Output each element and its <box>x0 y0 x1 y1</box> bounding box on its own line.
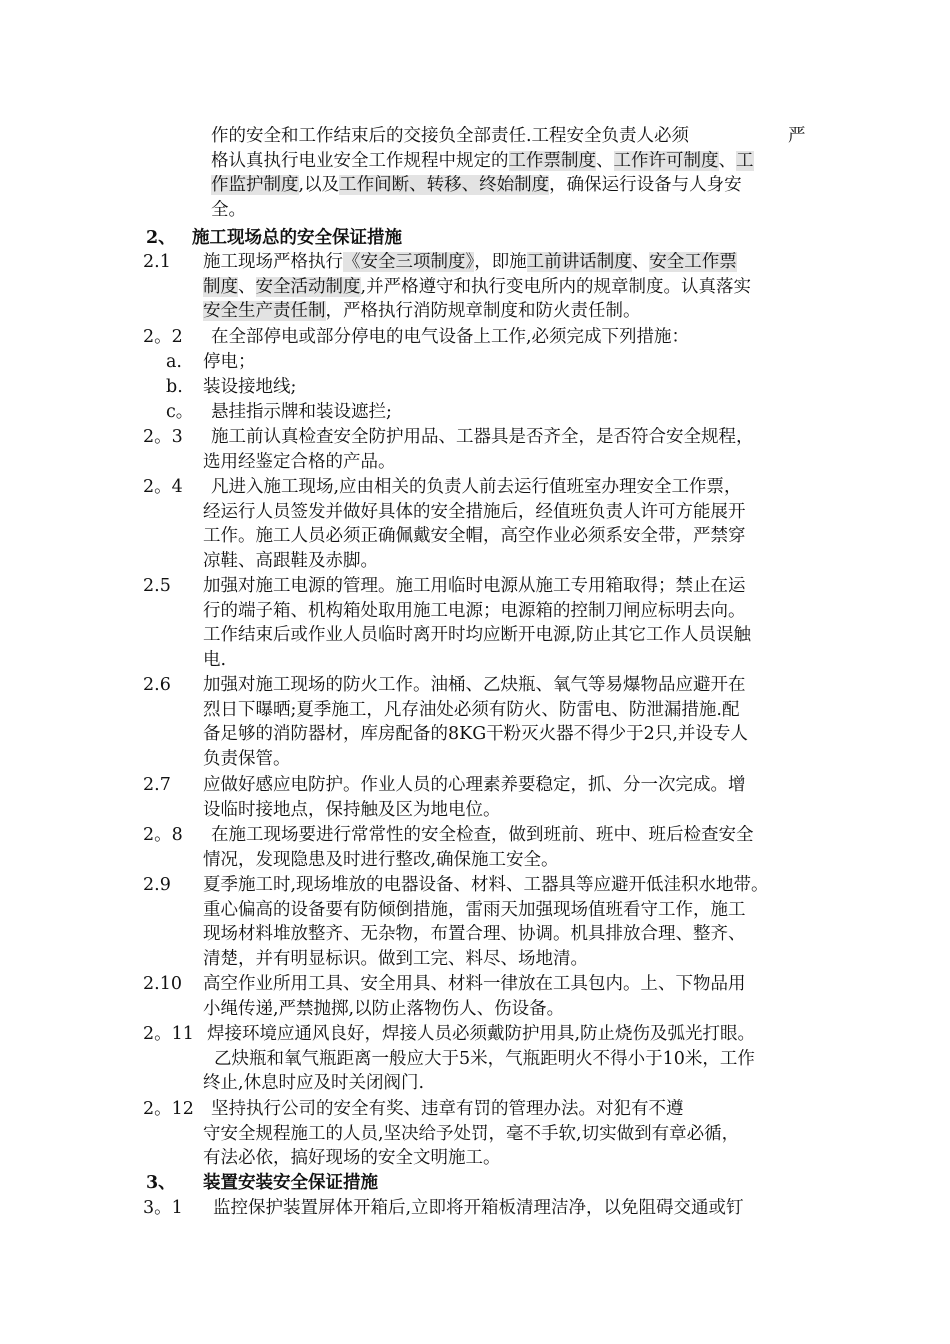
text-span: 工作结束后或作业人员临时离开时均应断开电源,防止其它工作人员误触 <box>203 625 752 646</box>
text-line <box>211 325 689 349</box>
text-span: 加强对施工电源的管理。施工用临时电源从施工专用箱取得；禁止在运 <box>203 576 746 596</box>
text-span: 在施工现场要进行常常性的安全检查，做到班前、班中、班后检查安全 <box>211 825 754 845</box>
text-span: 重心偏高的设备要有防倾倒措施，雷雨天加强现场值班看守工作，施工 <box>203 899 746 920</box>
text-span: 施工现场严格执行 <box>203 252 343 272</box>
text-span: ,并严格遵守和执行变电所内的规章制度。认真落实 <box>360 276 752 297</box>
text-line <box>211 823 754 847</box>
text-line <box>211 173 742 197</box>
text-span: 乙炔瓶和氧气瓶距离一般应大于5米，气瓶距明火不得小于10米，工作 <box>214 1048 755 1069</box>
text-span: 负责保管。 <box>203 749 291 770</box>
item-number: 2。11 <box>143 1024 194 1044</box>
item-number: a. <box>166 352 182 372</box>
highlighted-text: 工作许可制度 <box>613 150 719 171</box>
item-number: 2.1 <box>143 252 171 272</box>
text-line <box>207 1022 755 1046</box>
text-line <box>203 1122 739 1146</box>
item-number: 3、 <box>146 1173 176 1193</box>
text-line <box>211 475 742 499</box>
text-span: 夏季施工时,现场堆放的电器设备、材料、工器具等应避开低洼积水地带。 <box>203 875 769 895</box>
text-span: 现场材料堆放整齐、无杂物，布置合理、协调。机具排放合理、整齐、 <box>203 924 746 945</box>
text-span: 停电； <box>203 352 256 372</box>
text-span: 清楚，并有明显标识。做到工完、料尽、场地清。 <box>203 949 588 970</box>
text-span: 有法必依，搞好现场的安全文明施工。 <box>203 1148 501 1169</box>
text-span: ，严格执行消防规章制度和防火责任制。 <box>325 301 641 322</box>
text-line <box>211 124 689 148</box>
text-line <box>203 1071 424 1095</box>
highlighted-text: 安全活动制度 <box>255 276 361 297</box>
highlighted-text: 安全生产责任制 <box>203 301 326 322</box>
text-line <box>203 450 396 474</box>
highlighted-text: 工 <box>736 150 754 171</box>
trailing-char: 严 <box>788 126 806 146</box>
text-line <box>203 299 641 323</box>
text-span: 格认真执行电业安全工作规程中规定的 <box>211 150 509 171</box>
text-span: 、 <box>718 150 736 171</box>
text-span: 小绳传递,严禁抛掷,以防止落物伤人、伤设备。 <box>203 998 565 1019</box>
text-line <box>203 922 746 946</box>
item-number: 2。2 <box>143 327 183 347</box>
text-span: 经运行人员签发并做好具体的安全措施后，经值班负责人许可方能展开 <box>203 501 746 522</box>
text-span: 设临时接地点，保持触及区为地电位。 <box>203 799 501 820</box>
highlighted-text: 工作票制度 <box>508 150 596 171</box>
text-line <box>213 1196 744 1220</box>
item-number: 2.7 <box>143 775 171 795</box>
text-span: 全。 <box>211 200 246 221</box>
text-span: ，即施 <box>474 252 527 272</box>
text-line <box>203 250 737 274</box>
text-line <box>211 425 754 449</box>
highlighted-text: 作监护制度 <box>211 175 299 196</box>
text-line <box>203 873 769 897</box>
text-span: 工作。施工人员必须正确佩戴安全帽，高空作业必须系安全带，严禁穿 <box>203 526 746 547</box>
text-span: 选用经鉴定合格的产品。 <box>203 451 396 472</box>
text-line <box>203 947 588 971</box>
text-span: 凡进入施工现场,应由相关的负责人前去运行值班室办理安全工作票， <box>211 477 742 497</box>
item-number: 2.6 <box>143 675 171 695</box>
text-span: 加强对施工现场的防火工作。油桶、乙炔瓶、氧气等易爆物品应避开在 <box>203 675 746 695</box>
text-span: 应做好感应电防护。作业人员的心理素养要稳定，抓、分一次完成。增 <box>203 775 746 795</box>
text-span: ，确保运行设备与人身安 <box>549 175 742 196</box>
text-span: 行的端子箱、机构箱处取用施工电源；电源箱的控制刀闸应标明去向。 <box>203 600 746 621</box>
text-span: 、 <box>238 276 256 297</box>
item-number: 2.9 <box>143 875 171 895</box>
text-line <box>203 1146 501 1170</box>
text-span: 凉鞋、高跟鞋及赤脚。 <box>203 551 378 572</box>
text-line <box>203 773 746 797</box>
text-line <box>203 623 751 647</box>
item-number: b. <box>166 377 183 397</box>
item-number: 2。8 <box>143 825 183 845</box>
text-line <box>214 1047 755 1071</box>
text-span: 情况，发现隐患及时进行整改,确保施工安全。 <box>203 849 559 870</box>
text-line <box>203 698 739 722</box>
highlighted-text: 《安全三项制度》 <box>343 252 475 272</box>
item-number: 2。4 <box>143 477 183 497</box>
text-span: 、 <box>596 150 614 171</box>
text-line <box>211 149 754 173</box>
item-number: c。 <box>166 402 194 422</box>
text-line <box>211 1097 684 1121</box>
item-number: 2、 <box>146 228 176 248</box>
text-line <box>203 673 746 697</box>
text-line <box>203 500 746 524</box>
text-span: 电. <box>203 650 227 671</box>
text-span: 装设接地线; <box>203 377 297 397</box>
text-span: 焊接环境应通风良好，焊接人员必须戴防护用具,防止烧伤及弧光打眼。 <box>207 1024 756 1044</box>
text-line <box>203 350 256 374</box>
text-line <box>203 524 746 548</box>
text-line <box>203 599 746 623</box>
text-span: 施工前认真检查安全防护用品、工器具是否齐全，是否符合安全规程， <box>211 427 754 447</box>
text-line <box>203 648 226 672</box>
text-span: 备足够的消防器材，库房配备的8KG干粉灭火器不得少于2只,并设专人 <box>203 724 748 745</box>
section-heading: 施工现场总的安全保证措施 <box>192 228 402 248</box>
highlighted-text: 工作间断、转移、终始制度 <box>339 175 550 196</box>
text-span: 、 <box>631 252 650 272</box>
item-number: 3。1 <box>143 1198 183 1218</box>
text-line <box>203 574 746 598</box>
text-span: 终止,休息时应及时关闭阀门. <box>203 1073 425 1094</box>
text-span: 高空作业所用工具、安全用具、材料一律放在工具包内。上、下物品用 <box>203 974 746 994</box>
highlighted-text: 工前讲话制度 <box>526 252 632 272</box>
highlighted-text: 安全工作票 <box>649 252 737 272</box>
text-line <box>203 898 746 922</box>
text-line <box>203 375 296 399</box>
text-line <box>203 722 748 746</box>
section-heading: 装置安装安全保证措施 <box>203 1173 378 1193</box>
text-span: 守安全规程施工的人员,坚决给予处罚，毫不手软,切实做到有章必循， <box>203 1123 740 1144</box>
text-span: 作的安全和工作结束后的交接负全部责任.工程安全负责人必须 <box>211 126 690 146</box>
text-span: 烈日下曝晒;夏季施工，凡存油处必须有防火、防雷电、防泄漏措施.配 <box>203 699 740 720</box>
text-span: 在全部停电或部分停电的电气设备上工作,必须完成下列措施： <box>211 327 690 347</box>
highlighted-text: 制度 <box>203 276 238 297</box>
text-line <box>203 549 378 573</box>
item-number: 2.10 <box>143 974 182 994</box>
text-span: 监控保护装置屏体开箱后,立即将开箱板清理洁净，以免阻碍交通或钉 <box>213 1198 744 1218</box>
text-line <box>203 848 559 872</box>
text-line <box>211 198 246 222</box>
text-span: 悬挂指示牌和装设遮拦; <box>211 402 392 422</box>
text-line <box>203 798 501 822</box>
text-line <box>203 972 746 996</box>
text-line <box>203 275 751 299</box>
item-number: 2.5 <box>143 576 171 596</box>
item-number: 2。3 <box>143 427 183 447</box>
text-span: ,以及 <box>298 175 340 196</box>
text-line <box>211 400 392 424</box>
item-number: 2。12 <box>143 1099 194 1119</box>
text-line <box>203 747 291 771</box>
text-line <box>203 997 564 1021</box>
text-span: 坚持执行公司的安全有奖、违章有罚的管理办法。对犯有不遵 <box>211 1099 684 1119</box>
